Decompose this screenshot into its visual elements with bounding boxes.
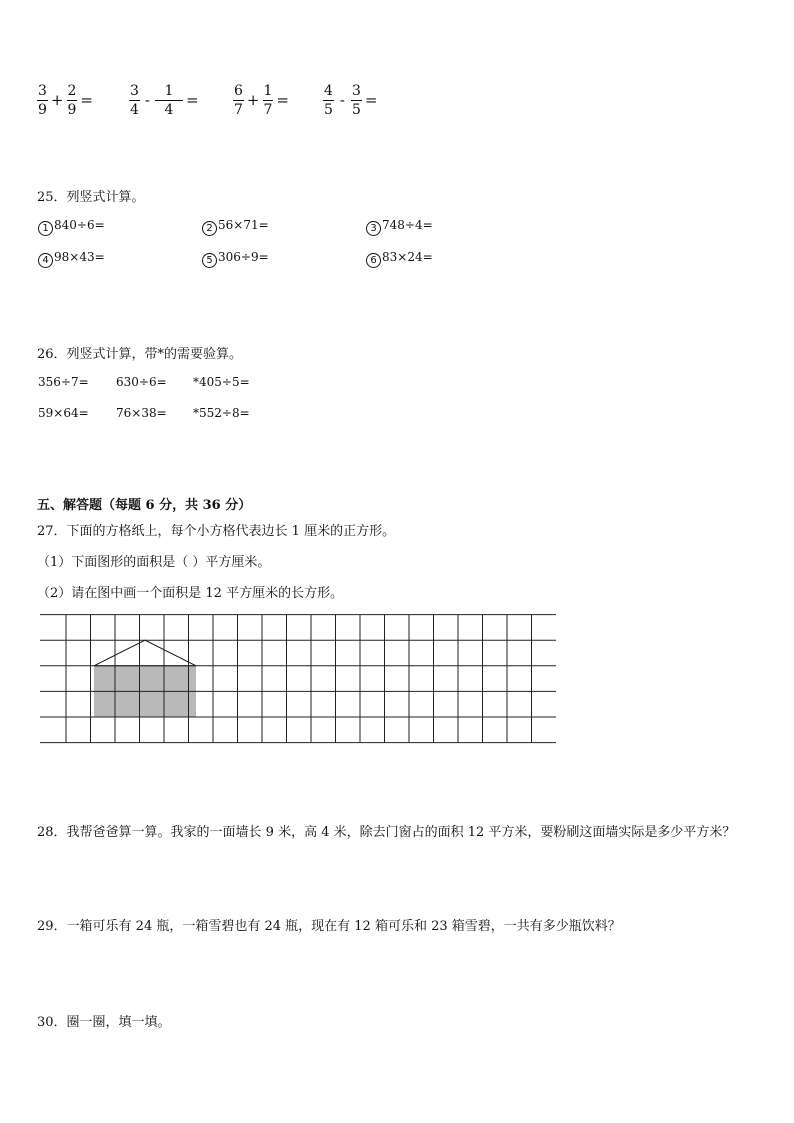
circled-number: 5 [202,253,217,268]
q26-item: 356÷7= [38,375,89,389]
q26-item: 59×64= [38,406,89,420]
fraction: $\frac{1}{4}$ [155,84,183,117]
q26-item: 630÷6= [116,375,167,389]
q26-item: *405÷5= [193,375,250,389]
fraction-expr-2: $\frac{3}{4}$ - $\frac{1}{4}$ = [130,82,199,118]
fraction: $\frac{3}{9}$ [38,82,47,118]
q25-item-3: 3 748÷4= [366,218,433,236]
q25-item-4: 4 98×43= [38,250,105,268]
fraction: $\frac{1}{7}$ [263,82,273,118]
fraction-expr-4: $\frac{4}{5}$ - $\frac{3}{5}$ = [324,82,378,118]
circled-number: 2 [202,221,217,236]
q27-part2: （2）请在图中画一个面积是 12 平方厘米的长方形。 [37,586,344,601]
fraction: $\frac{3}{4}$ [130,82,139,118]
circled-number: 1 [38,221,53,236]
circled-number: 6 [366,253,381,268]
q25-item-1: 1 840÷6= [38,218,105,236]
circled-number: 3 [366,221,381,236]
fraction: $\frac{2}{9}$ [67,82,77,118]
q30-text: 30．圈一圈，填一填。 [37,1015,171,1030]
q28-text: 28．我帮爸爸算一算。我家的一面墙长 9 米，高 4 米，除去门窗占的面积 12 平方米，要粉刷这面墙实际是多少平方米？ [37,825,736,840]
q25-item-6: 6 83×24= [366,250,433,268]
q25-title: 25．列竖式计算。 [37,190,145,205]
q26-item: *552÷8= [193,406,250,420]
fraction-expr-1: $\frac{3}{9}$ + $\frac{2}{9}$ = [38,82,93,118]
fraction: $\frac{4}{5}$ [324,82,333,118]
q25-item-2: 2 56×71= [202,218,269,236]
fraction: $\frac{6}{7}$ [234,82,243,118]
house-roof [94,640,196,666]
grid-paper [40,612,556,744]
grid-svg [40,612,556,744]
q27-title: 27．下面的方格纸上，每个小方格代表边长 1 厘米的正方形。 [37,524,396,539]
q25-item-5: 5 306÷9= [202,250,269,268]
q27-part1: （1）下面图形的面积是（ ）平方厘米。 [37,555,271,570]
fraction: $\frac{3}{5}$ [352,82,361,118]
section-heading: 五、解答题（每题 6 分，共 36 分） [37,498,252,513]
q29-text: 29．一箱可乐有 24 瓶，一箱雪碧也有 24 瓶，现在有 12 箱可乐和 23 箱雪碧，一共有多少瓶饮料？ [37,919,621,934]
q26-item: 76×38= [116,406,167,420]
circled-number: 4 [38,253,53,268]
q26-title: 26．列竖式计算，带*的需要验算。 [37,347,243,362]
fraction-expr-3: $\frac{6}{7}$ + $\frac{1}{7}$ = [234,82,289,118]
